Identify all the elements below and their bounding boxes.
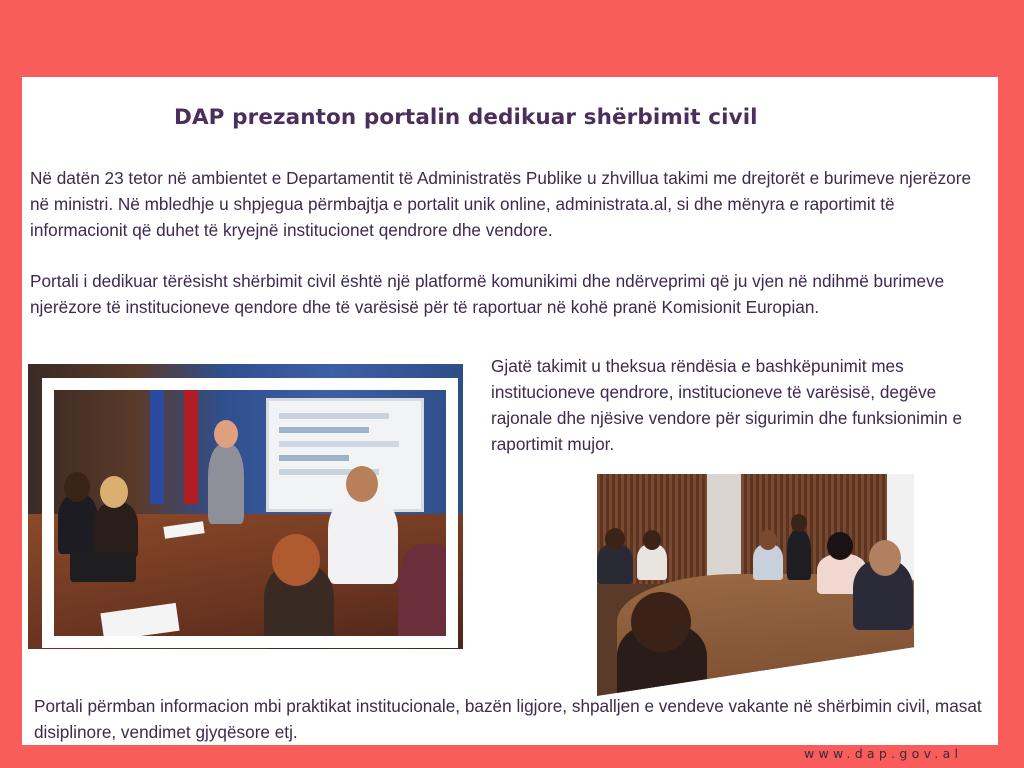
meeting-photo-table [597,474,914,696]
article-card [22,77,998,745]
paragraph-cooperation: Gjatë takimit u theksua rëndësia e bashkëpunimit mes institucioneve qendrore, institucioneve të varësisë, degëve rajonale dhe njësive vendore për sigurimin dhe funksionimin e raportimit mujor. [491,356,963,454]
paragraph-contents: Portali përmban informacion mbi praktikat institucionale, bazën ligjore, shpalljen e vendeve vakante në shërbimin civil, masat disiplinore, vendimet gjyqësore etj. [34,696,982,742]
meeting-photo-presentation [28,364,463,649]
paragraph-intro: Në datën 23 tetor në ambientet e Departamentit të Administratës Publike u zhvillua takimi me drejtorët e burimeve njerëzore në ministri. Në mbledhje u shpjegua përmbajtja e portalit unik online, administrata.al, si dhe mënyra e raportimit të informacionit që duhet të kryejnë institucionet qendrore dhe vendore. [30,168,972,240]
article-title: DAP prezanton portalin dedikuar shërbimit civil [174,105,758,130]
footer-website[interactable]: www.dap.gov.al [804,746,963,761]
paragraph-portal: Portali i dedikuar tërësisht shërbimit civil është një platformë komunikimi dhe ndërveprimi që ju vjen në ndihmë burimeve njerëzore të institucioneve qendore dhe të varësisë për të raportuar në kohë pranë Komisionit Europian. [30,271,945,317]
